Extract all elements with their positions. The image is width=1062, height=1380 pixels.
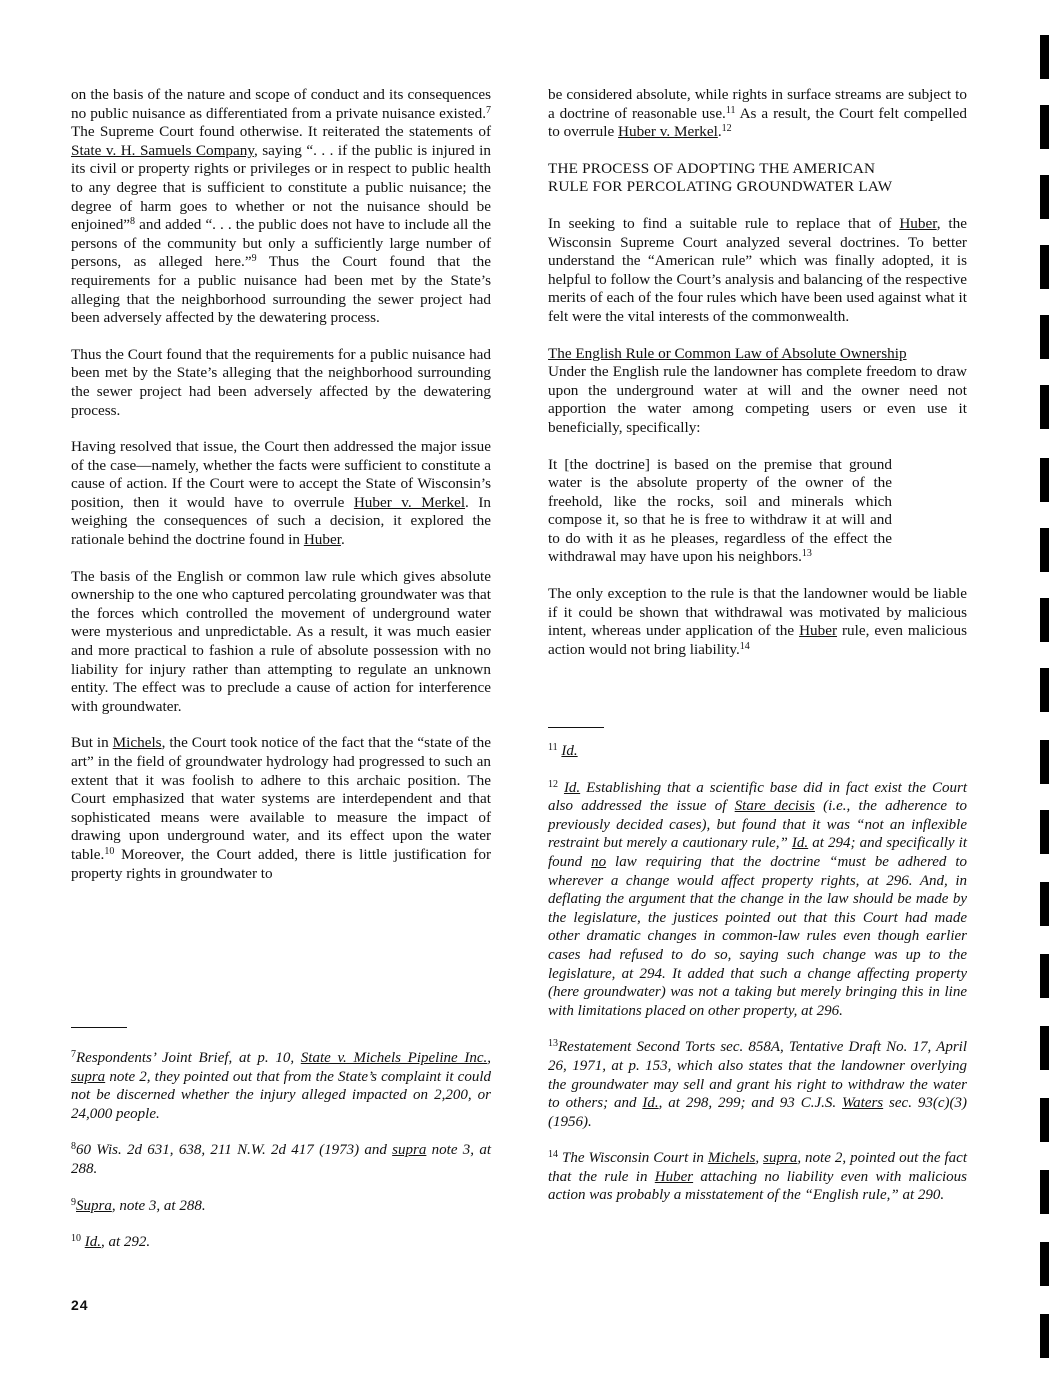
case-name: Huber: [303, 531, 341, 549]
footnote-ref: 9: [251, 253, 257, 265]
case-name: Huber v. Merkel: [353, 493, 466, 511]
registration-mark: [1040, 105, 1049, 149]
footnote-ref: 13: [801, 548, 812, 560]
case-name: Huber v. Merkel: [618, 123, 718, 141]
registration-mark: [1040, 598, 1049, 642]
paragraph: In seeking to find a suitable rule to replace that of Huber, the Wisconsin Supreme Court analyzed several doctrines. To better understand the “American rule” which was finally adopted, it is helpful to follow the Court’s analysis and balancing of the respective merits of each of the four rules which have been used against what it felt were the vital interests of the commonwealth.: [548, 214, 967, 325]
case-name: State v. H. Samuels Company: [71, 141, 254, 159]
registration-mark: [1040, 1026, 1049, 1070]
registration-mark: [1040, 1314, 1049, 1358]
footnote: $^9$Supra, note 3, at 288.: [71, 1196, 206, 1214]
paragraph: Having resolved that issue, the Court then addressed the major issue of the case—namely, whether the facts were sufficient to constitute a cause of action. If the Court were to accept the State of Wisconsin’s position, then it would have to overrule Huber v. Merkel. In weighing the consequences of such a decision, it explored the rationale behind the doctrine found in Huber.: [71, 438, 491, 549]
paragraph: The only exception to the rule is that the landowner would be liable if it could be shown that withdrawal was motivated by malicious intent, whereas under application of the Huber rule, even malicious action would not bring liability.$^{14}$: [548, 585, 967, 658]
paragraph: But in Michels, the Court took notice of the fact that the “state of the art” in the field of groundwater hydrology had progressed to such an extent that it was foolish to adhere to this archaic position. The Court emphasized that water systems are interdependent and that sophisticated means were available to measure the impact of drawing upon underground water, and its effect upon the water table.$^{10}$ Moreover, the Court added, there is little justification for property rights in groundwater to: [71, 734, 491, 882]
case-name: Huber: [899, 214, 937, 232]
case-name: Huber: [799, 622, 838, 640]
paragraph: The basis of the English or common law rule which gives absolute ownership to the one who captured percolating groundwater was that the forces which controlled the movement of underground water were mysterious and unpredictable. As a result, it was much easier and more practical to fashion a rule of absolute possession with no liability for injury rather than attempting to regulate an unknown entity. The effect was to preclude a cause of action for interference with groundwater.: [71, 567, 491, 715]
page-number: 24: [71, 1297, 89, 1313]
registration-mark: [1040, 245, 1049, 289]
registration-mark: [1040, 668, 1049, 712]
footnote-ref: 10: [104, 845, 115, 857]
paragraph: Under the English rule the landowner has complete freedom to draw upon the underground water at will and the owner need not apportion the water among competing users or even use it beneficially, specifically:: [548, 363, 967, 436]
block-quote: It [the doctrine] is based on the premise that ground water is the absolute property of the owner of the freehold, like the rocks, soil and minerals which compose it, so that he is free to withdraw it at will and to do with it as he pleases, regardless of the effect the withdrawal may have upon his neighbors.$^{13}$: [548, 455, 892, 566]
footnote: $^{10}$ Id., at 292.: [71, 1233, 151, 1251]
footnote: $^{14}$ The Wisconsin Court in Michels, supra, note 2, pointed out the fact that the rule in Huber attaching no liability even with malicious action was probably a misstatement of the “English rule,” at 290.: [548, 1149, 968, 1204]
registration-mark: [1040, 385, 1049, 429]
footnote-separator: [548, 727, 604, 728]
left-column: [71, 86, 491, 901]
paragraph: Thus the Court found that the requirements for a public nuisance had been met by the State’s alleging that the neighborhood surrounding the sewer project had been adversely affected by the dewatering process.: [71, 345, 491, 419]
footnote-ref: 11: [725, 104, 736, 116]
section-heading: THE PROCESS OF ADOPTING THE AMERICAN RULE FOR PERCOLATING GROUNDWATER LAW: [548, 159, 893, 196]
registration-mark: [1040, 882, 1049, 926]
footnote-ref: 12: [721, 123, 732, 135]
footnote: $^7$Respondents’ Joint Brief, at p. 10, State v. Michels Pipeline Inc., supra note 2, they pointed out that from the State’s complaint it could not be discerned whether the injury alleged impacted on 2,200, or 24,000 people.: [71, 1049, 491, 1122]
subheading: The English Rule or Common Law of Absolute Ownership: [548, 344, 907, 362]
registration-mark: [1040, 458, 1049, 502]
left-footnotes: [71, 1049, 491, 1270]
footnote-separator: [71, 1027, 127, 1028]
footnote: $^8$60 Wis. 2d 631, 638, 211 N.W. 2d 417 (1973) and supra note 3, at 288.: [71, 1141, 491, 1177]
footnote-ref: 8: [130, 216, 136, 228]
case-name: Michels: [112, 734, 162, 752]
registration-mark: [1040, 35, 1049, 79]
registration-mark: [1040, 740, 1049, 784]
footnote: $^{13}$Restatement Second Torts sec. 858A, Tentative Draft No. 17, April 26, 1971, at p. 153, which also states that the landowner overlying the groundwater may sell and grant his right to withdraw the water to others; and Id., at 298, 299; and 93 C.J.S. Waters sec. 93(c)(3) (1956).: [548, 1038, 968, 1130]
registration-mark: [1040, 315, 1049, 359]
footnote: $^{12}$ Id. Establishing that a scientific base did in fact exist the Court also addressed the issue of Stare decisis (i.e., the adherence to previously decided cases), but found that it was “not an inflexible restraint but merely a cautionary rule,” Id. at 294; and specifically it found no law requiring that the doctrine “must be adhered to wherever a change would affect property rights, at 296. And, in deflating the argument that the change in the law should be made by the legislature, the justices pointed out that this Court had made other dramatic changes in common-law rules even though earlier cases had refused to do so, saying such change was up to the legislature, at 294. It added that such a change affecting property (here groundwater) was not a taking but merely bringing this in line with limitations placed on other property, at 296.: [548, 778, 968, 1019]
registration-mark: [1040, 810, 1049, 854]
footnote: $^{11}$ Id.: [548, 742, 578, 759]
right-footnotes: [548, 742, 967, 1223]
registration-mark: [1040, 528, 1049, 572]
right-column: [548, 86, 967, 677]
registration-mark: [1040, 175, 1049, 219]
footnote-ref: 14: [739, 640, 750, 652]
paragraph: on the basis of the nature and scope of conduct and its consequences no public nuisance as differentiated from a private nuisance existed.$^7$ The Supreme Court found otherwise. It reiterated the statements of State v. H. Samuels Company, saying “. . . if the public is injured in its civil or property rights or privileges or in respect to public health to any degree that is sufficient to constitute a public nuisance; the degree of harm goes to whether or not the nuisance should be enjoined”$^8$ and added “. . . the public does not have to include all the persons of the community but only a sufficiently large number of persons, as alleged here.”$^9$ Thus the Court found that the requirements for a public nuisance had been met by the State’s alleging that the neighborhood surrounding the sewer project had been adversely affected by the dewatering process.: [71, 86, 491, 327]
registration-mark: [1040, 1170, 1049, 1214]
registration-mark: [1040, 1242, 1049, 1286]
registration-mark: [1040, 954, 1049, 998]
paragraph: be considered absolute, while rights in surface streams are subject to a doctrine of reasonable use.$^{11}$ As a result, the Court felt compelled to overrule Huber v. Merkel.$^{12}$: [548, 86, 967, 141]
footnote-ref: 7: [486, 104, 491, 116]
registration-mark: [1040, 1098, 1049, 1142]
